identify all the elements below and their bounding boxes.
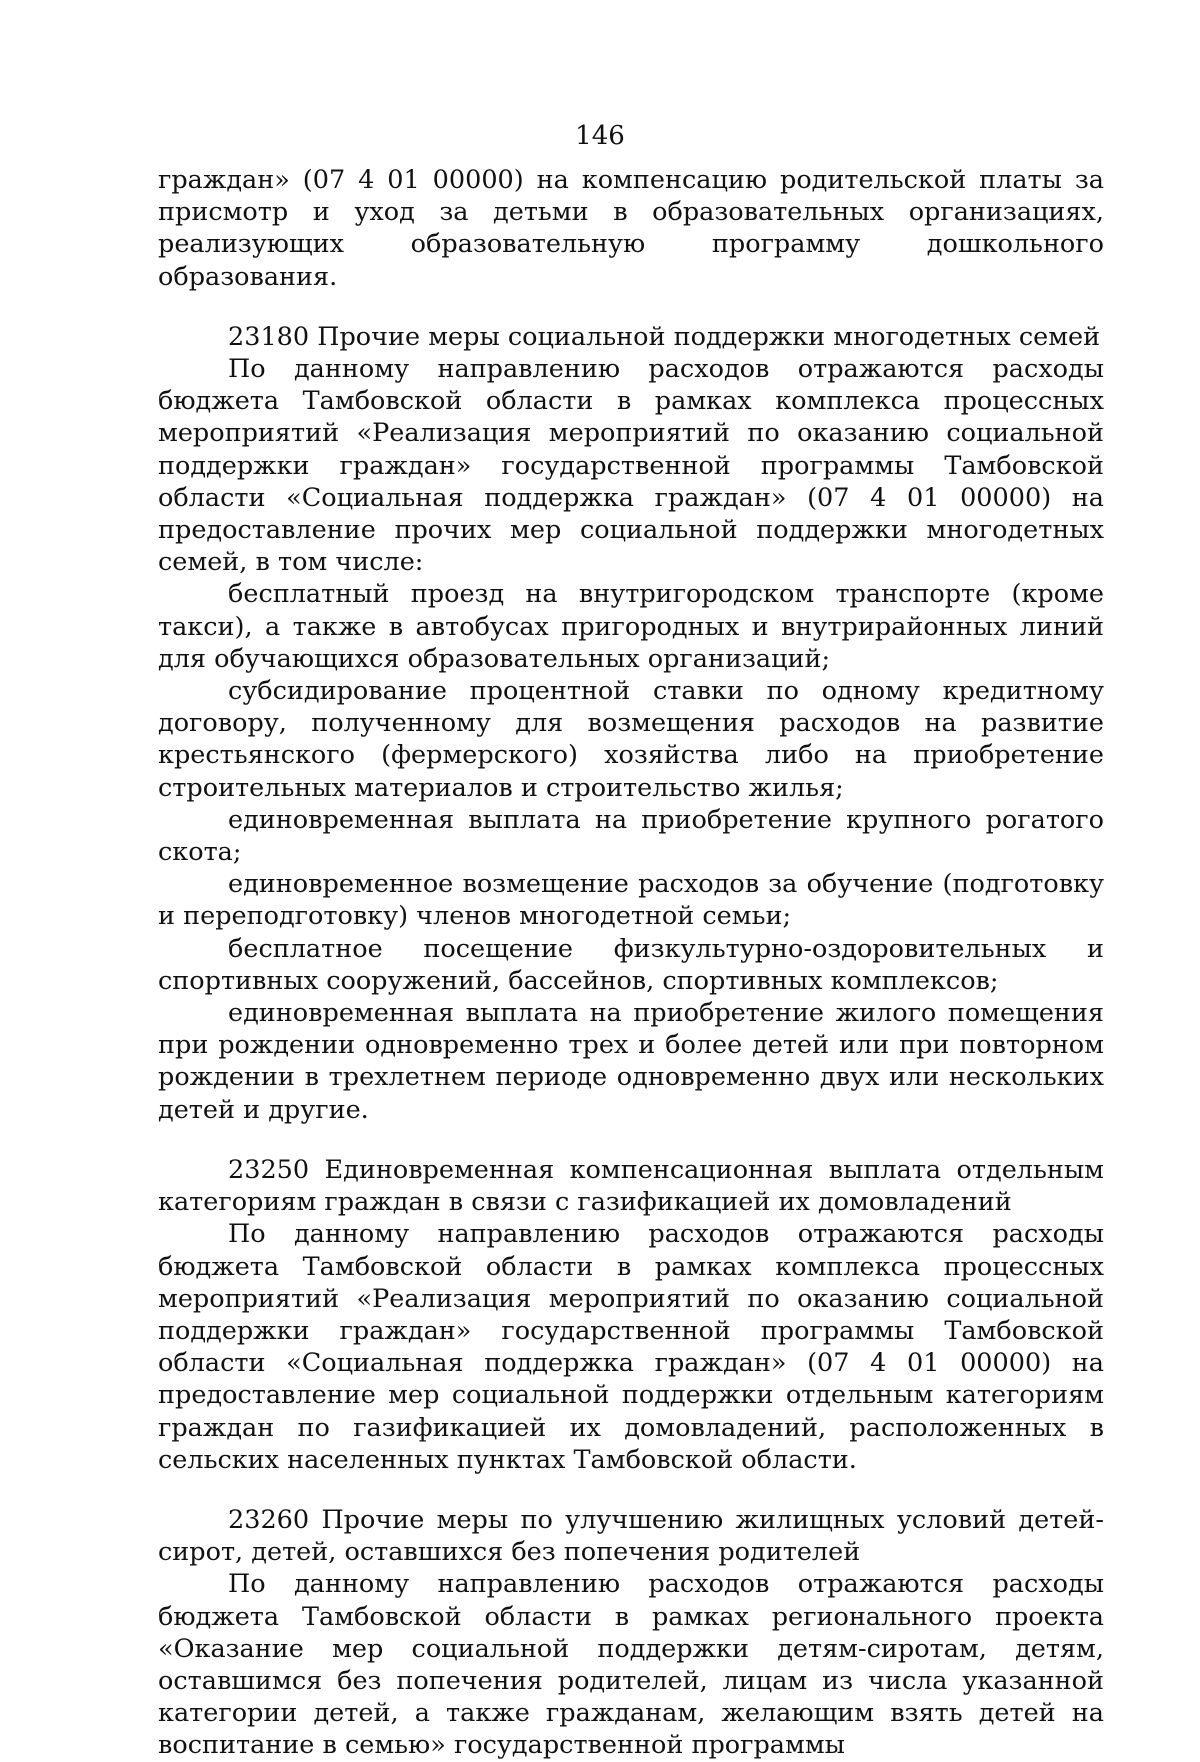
section-heading-23180: 23180 Прочие меры социальной поддержки многодетных семей	[228, 321, 1101, 352]
paragraph-23250-description: По данному направлению расходов отражаются расходы бюджета Тамбовской области в рамках комплекса процессных мероприятий «Реализация мероприятий по оказанию социальной поддержки граждан» государственной программы Тамбовской области «Социальная поддержка граждан» (07 4 01 00000) на предоставление мер социальной поддержки отдельным категориям граждан по газификацией их домовладений, расположенных в сельских населенных пунктах Тамбовской области.	[158, 1219, 1104, 1475]
section-gap	[158, 1476, 1104, 1504]
section-gap	[158, 1126, 1104, 1154]
paragraph-continuation: граждан» (07 4 01 00000) на компенсацию родительской платы за присмотр и уход за детьми в образовательных организациях, реализующих образовательную программу дошкольного образования.	[158, 165, 1104, 292]
page-number: 146	[575, 121, 625, 151]
list-item-free-transport: бесплатный проезд на внутригородском транспорте (кроме такси), а также в автобусах пригородных и внутрирайонных линий для обучающихся образовательных организаций;	[158, 579, 1104, 674]
list-item-cattle-payment: единовременная выплата на приобретение крупного рогатого скота;	[158, 804, 1104, 868]
list-item-free-sports-facilities: бесплатное посещение физкультурно-оздоровительных и спортивных сооружений, бассейнов, спортивных комплексов;	[158, 933, 1104, 996]
paragraph-23180-description: По данному направлению расходов отражаются расходы бюджета Тамбовской области в рамках комплекса процессных мероприятий «Реализация мероприятий по оказанию социальной поддержки граждан» государственной программы Тамбовской области «Социальная поддержка граждан» (07 4 01 00000) на предоставление прочих мер социальной поддержки многодетных семей, в том числе:	[158, 354, 1104, 578]
list-item-interest-subsidy: субсидирование процентной ставки по одному кредитному договору, полученному для возмещения расходов на развитие крестьянского (фермерского) хозяйства либо на приобретение строительных материалов и строительство жилья;	[158, 676, 1104, 803]
list-item-training-compensation: единовременное возмещение расходов за обучение (подготовку и переподготовку) членов многодетной семьи;	[158, 869, 1104, 932]
section-heading-23250: 23250 Единовременная компенсационная выплата отдельным категориям граждан в связи с газификацией их домовладений	[158, 1154, 1104, 1218]
document-body	[158, 164, 1104, 1762]
section-gap	[158, 293, 1104, 321]
list-item-housing-payment: единовременная выплата на приобретение жилого помещения при рождении одновременно трех и более детей или при повторном рождении в трехлетнем периоде одновременно двух или нескольких детей и другие.	[158, 998, 1104, 1125]
section-heading-23260: 23260 Прочие меры по улучшению жилищных условий детей-сирот, детей, оставшихся без попечения родителей	[158, 1504, 1104, 1568]
paragraph-23260-description: По данному направлению расходов отражаются расходы бюджета Тамбовской области в рамках регионального проекта «Оказание мер социальной поддержки детям-сиротам, детям, оставшимся без попечения родителей, лицам из числа указанной категории детей, а также гражданам, желающим взять детей на воспитание в семью» государственной программы	[158, 1569, 1104, 1761]
